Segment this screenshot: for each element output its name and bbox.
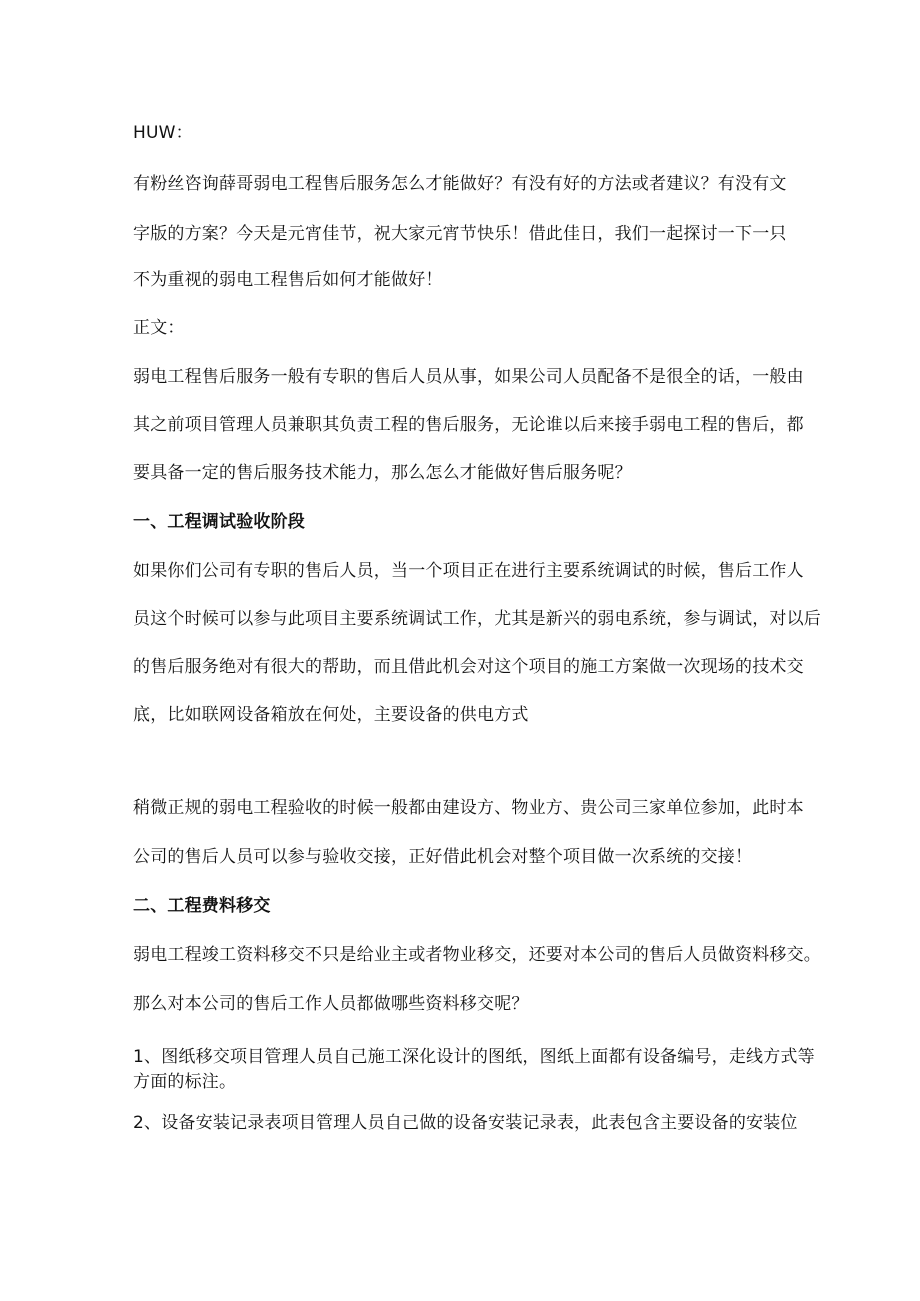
section1-para1-line-1: 如果你们公司有专职的售后人员，当一个项目正在进行主要系统调试的时候，售后工作人 <box>133 561 804 581</box>
body-line-1: 弱电工程售后服务一般有专职的售后人员从事，如果公司人员配备不是很全的话，一般由 <box>133 367 804 387</box>
section2-item2-line-1: 2、设备安装记录表项目管理人员自己做的设备安装记录表，此表包含主要设备的安装位 <box>133 1113 798 1133</box>
section2-line-1: 弱电工程竣工资料移交不只是给业主或者物业移交，还要对本公司的售后人员做资料移交。 <box>133 945 821 965</box>
section1-para2-line-1: 稍微正规的弱电工程验收的时候一般都由建设方、物业方、贵公司三家单位参加，此时本 <box>133 798 804 818</box>
intro-line-1: 有粉丝咨询薛哥弱电工程售后服务怎么才能做好？有没有好的方法或者建议？有没有文 <box>133 174 787 194</box>
section2-item1-line-2: 方面的标注。 <box>133 1072 237 1092</box>
body-label: 正文： <box>133 318 185 338</box>
section1-para2-line-2: 公司的售后人员可以参与验收交接，正好借此机会对整个项目做一次系统的交接！ <box>133 847 753 867</box>
intro-line-2: 字版的方案？今天是元宵佳节，祝大家元宵节快乐！借此佳日，我们一起探讨一下一只 <box>133 224 787 244</box>
section1-para1-line-3: 的售后服务绝对有很大的帮助，而且借此机会对这个项目的施工方案做一次现场的技术交 <box>133 657 804 677</box>
section2-item1-line-1: 1、图纸移交项目管理人员自己施工深化设计的图纸，图纸上面都有设备编号，走线方式等 <box>133 1047 815 1067</box>
intro-line-3: 不为重视的弱电工程售后如何才能做好！ <box>133 270 443 290</box>
body-line-2: 其之前项目管理人员兼职其负责工程的售后服务，无论谁以后来接手弱电工程的售后，都 <box>133 415 804 435</box>
section1-para1-line-4: 底，比如联网设备箱放在何处，主要设备的供电方式 <box>133 705 529 725</box>
section2-line-2: 那么对本公司的售后工作人员都做哪些资料移交呢？ <box>133 994 529 1014</box>
intro-label: HUW： <box>133 123 193 143</box>
section1-heading: 一、工程调试验收阶段 <box>133 512 305 532</box>
section2-heading: 二、工程费料移交 <box>133 896 271 916</box>
body-line-3: 要具备一定的售后服务技术能力，那么怎么才能做好售后服务呢？ <box>133 463 632 483</box>
section1-para1-line-2: 员这个时候可以参与此项目主要系统调试工作，尤其是新兴的弱电系统，参与调试，对以后 <box>133 609 821 629</box>
